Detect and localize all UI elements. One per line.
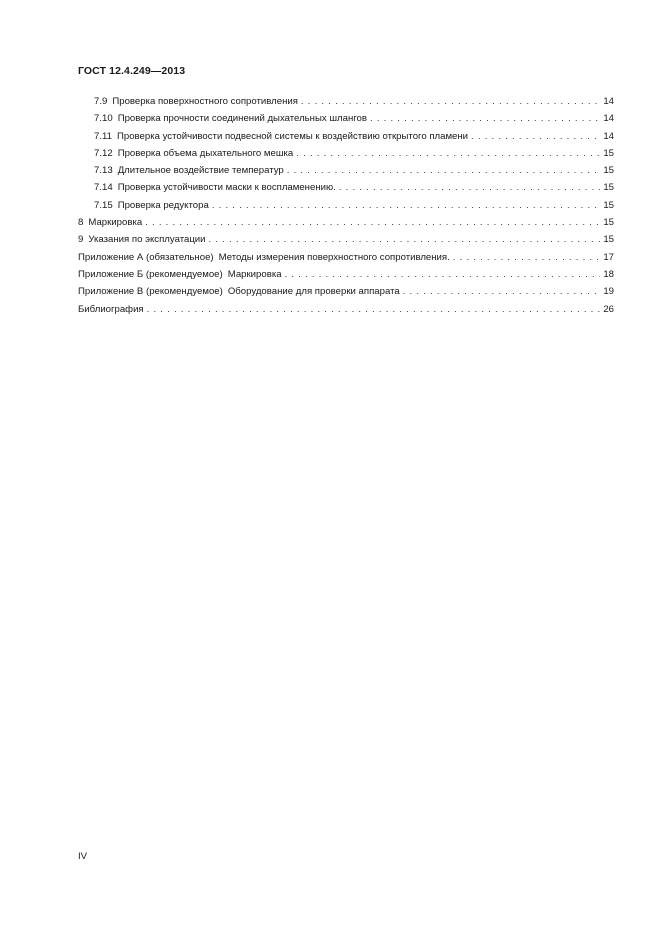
toc-entry[interactable]	[78, 214, 614, 231]
toc-entry-page: 15	[603, 199, 614, 211]
toc-entry-page: 17	[603, 251, 614, 263]
toc-entry[interactable]	[78, 128, 614, 145]
page-number: IV	[78, 851, 88, 862]
toc-entry-number: 7.15	[94, 199, 113, 211]
toc-dot-leader	[212, 197, 600, 214]
toc-dot-leader	[147, 301, 600, 318]
document-code-header: ГОСТ 12.4.249—2013	[78, 65, 186, 77]
toc-entry-number: 7.9	[94, 96, 108, 107]
toc-entry-title: Проверка объема дыхательного мешка	[117, 147, 294, 159]
toc-entry-title: Проверка редуктора	[117, 199, 209, 211]
toc-entry-page: 15	[603, 182, 614, 194]
toc-dot-leader	[145, 214, 600, 231]
toc-entry[interactable]	[78, 249, 614, 266]
toc-entry-title: Проверка устойчивости подвесной системы к воздействию открытого пламени	[116, 130, 469, 142]
toc-entry-title: Проверка поверхностного сопротивления	[112, 96, 298, 107]
toc-dot-leader	[296, 145, 600, 162]
toc-dot-leader	[287, 162, 600, 179]
toc-entry-number: Приложение А (обязательное)	[78, 251, 214, 263]
toc-entry-title: Библиография	[78, 303, 144, 315]
toc-entry-page: 14	[603, 113, 614, 125]
toc-dot-leader	[301, 93, 600, 110]
toc-dot-leader	[285, 266, 600, 283]
toc-entry-title: Маркировка	[88, 217, 143, 229]
toc-dot-leader	[403, 283, 600, 300]
toc-dot-leader	[453, 249, 600, 266]
toc-entry-page: 14	[603, 96, 614, 107]
toc-dot-leader	[370, 110, 600, 127]
toc-entry-number: 7.12	[94, 147, 113, 159]
toc-entry[interactable]	[78, 197, 614, 214]
toc-entry-number: 7.13	[94, 165, 113, 177]
toc-entry-number: 9	[78, 234, 84, 246]
toc-dot-leader	[209, 231, 600, 248]
toc-entry-title: Методы измерения поверхностного сопротивления.	[218, 251, 450, 263]
toc-entry-page: 15	[603, 147, 614, 159]
toc-entry[interactable]	[78, 93, 614, 110]
toc-dot-leader	[471, 128, 600, 145]
toc-entry-number: Приложение Б (рекомендуемое)	[78, 268, 223, 280]
toc-entry-page: 15	[603, 234, 614, 246]
toc-entry-page: 19	[603, 286, 614, 298]
toc-entry-title: Маркировка	[227, 268, 282, 280]
toc-entry-title: Указания по эксплуатации	[88, 234, 206, 246]
toc-entry-page: 15	[603, 217, 614, 229]
toc-entry[interactable]	[78, 266, 614, 283]
toc-entry-number: 7.10	[94, 113, 113, 125]
toc-entry-title: Длительное воздействие температур	[117, 165, 284, 177]
toc-entry[interactable]	[78, 145, 614, 162]
toc-entry-number: 7.11	[94, 130, 112, 142]
toc-entry[interactable]	[78, 162, 614, 179]
toc-entry-bibliography[interactable]	[78, 301, 614, 318]
toc-entry-page: 26	[603, 303, 614, 315]
toc-entry[interactable]	[78, 283, 614, 300]
toc-entry[interactable]	[78, 179, 614, 196]
toc-entry-title: Проверка прочности соединений дыхательных шлангов	[117, 113, 367, 125]
toc-entry-page: 18	[603, 268, 614, 280]
toc-entry-title: Проверка устойчивости маски к воспламенению.	[117, 182, 336, 194]
toc-entry-number: 8	[78, 217, 84, 229]
toc-entry-number: 7.14	[94, 182, 113, 194]
toc-dot-leader	[339, 179, 600, 196]
toc-entry-number: Приложение В (рекомендуемое)	[78, 286, 223, 298]
toc-entry-title: Оборудование для проверки аппарата	[227, 286, 400, 298]
toc-entry-page: 15	[603, 165, 614, 177]
table-of-contents	[78, 93, 614, 318]
toc-entry-page: 14	[603, 130, 614, 142]
toc-entry[interactable]	[78, 110, 614, 127]
toc-entry[interactable]	[78, 231, 614, 248]
